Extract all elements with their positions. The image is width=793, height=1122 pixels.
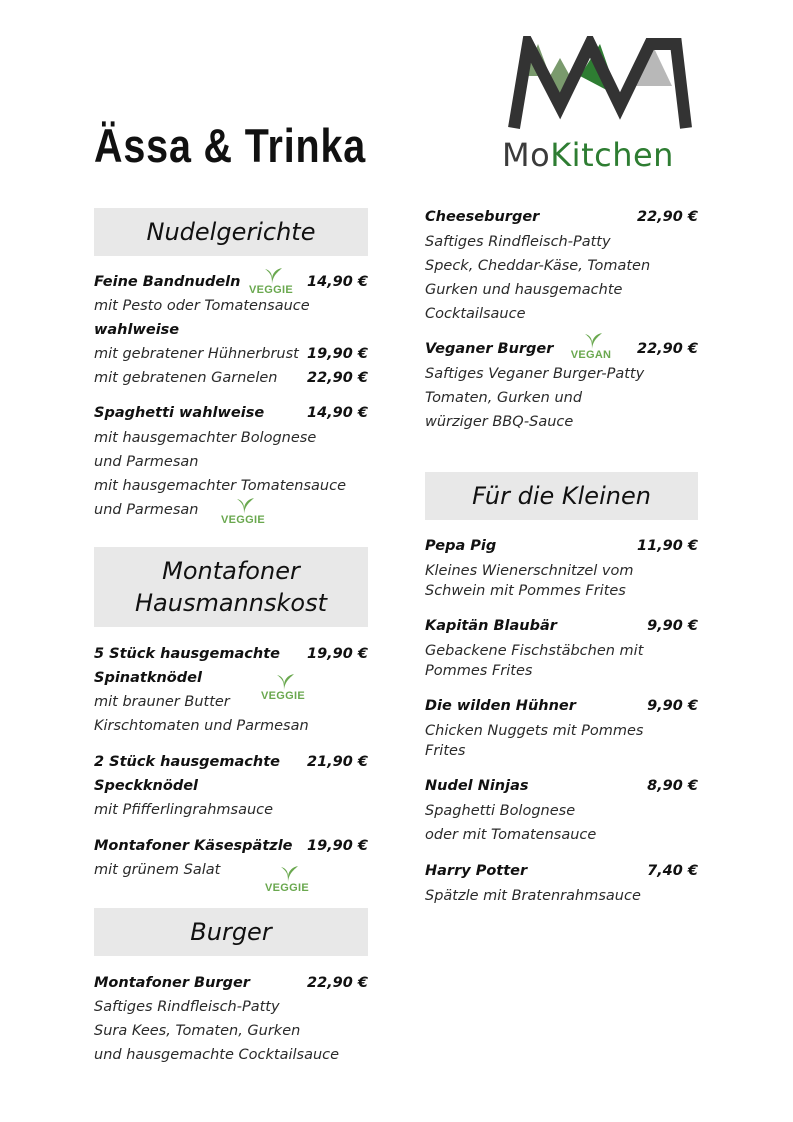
item-description: Kleines Wienerschnitzel vom	[425, 563, 634, 579]
logo-text-mo: Mo	[502, 136, 551, 174]
item-description: Kirschtomaten und Parmesan	[94, 718, 309, 734]
item-description: Saftiges Veganer Burger-Patty	[425, 366, 645, 382]
section-burger-heading: Burger	[94, 908, 368, 956]
item-price: 22,90 €	[636, 209, 698, 225]
section-kinder-heading: Für die Kleinen	[425, 472, 698, 520]
veggie-badge	[216, 496, 270, 530]
mokitchen-logo	[500, 36, 700, 176]
option-price: 19,90 €	[306, 346, 368, 362]
item-name: Kapitän Blaubär	[425, 618, 557, 634]
item-name: Speckknödel	[94, 778, 199, 794]
item-description: Frites	[425, 743, 466, 759]
item-name: Montafoner Burger	[94, 975, 250, 991]
option-description: mit gebratener Hühnerbrust	[94, 346, 299, 362]
vegan-badge	[564, 331, 618, 365]
item-description: Saftiges Rindfleisch-Patty	[425, 234, 611, 250]
item-description: Tomaten, Gurken und	[425, 390, 583, 406]
item-description: Spaghetti Bolognese	[425, 803, 576, 819]
item-description: Sura Kees, Tomaten, Gurken	[94, 1023, 301, 1039]
item-name: Die wilden Hühner	[425, 698, 576, 714]
page-title: Ässa & Trinka	[94, 119, 367, 172]
item-description: und Parmesan	[94, 502, 199, 518]
section-hausmannskost-heading	[94, 547, 368, 627]
item-name: Veganer Burger	[425, 341, 554, 357]
item-description: mit hausgemachter Bolognese	[94, 430, 317, 446]
item-description: Schwein mit Pommes Frites	[425, 583, 626, 599]
item-price: 8,90 €	[647, 778, 698, 794]
item-name: Spinatknödel	[94, 670, 202, 686]
veggie-badge	[260, 864, 314, 898]
item-description: mit hausgemachter Tomatensauce	[94, 478, 347, 494]
item-name: Cheeseburger	[425, 209, 540, 225]
item-name: Nudel Ninjas	[425, 778, 529, 794]
item-description: Saftiges Rindfleisch-Patty	[94, 999, 280, 1015]
item-name: Spaghetti wahlweise	[94, 405, 265, 421]
vegan-label: VEGAN	[570, 349, 612, 361]
item-price: 14,90 €	[306, 274, 368, 290]
veggie-label: VEGGIE	[261, 690, 305, 702]
item-price: 19,90 €	[306, 646, 368, 662]
item-description: Chicken Nuggets mit Pommes	[425, 723, 644, 739]
item-name: Pepa Pig	[425, 538, 497, 554]
item-description: Gurken und hausgemachte	[425, 282, 623, 298]
item-price: 22,90 €	[636, 341, 698, 357]
item-price: 22,90 €	[306, 975, 368, 991]
option-label: wahlweise	[94, 322, 180, 338]
item-description: oder mit Tomatensauce	[425, 827, 597, 843]
leaf-icon	[261, 266, 283, 284]
item-price: 14,90 €	[306, 405, 368, 421]
item-price: 9,90 €	[647, 698, 698, 714]
logo-mark-icon	[500, 36, 700, 136]
leaf-icon	[277, 864, 299, 882]
item-description: Gebackene Fischstäbchen mit	[425, 643, 644, 659]
option-price: 22,90 €	[306, 370, 368, 386]
item-description: mit Pesto oder Tomatensauce	[94, 298, 310, 314]
item-name: 2 Stück hausgemachte	[94, 754, 280, 770]
veggie-badge	[244, 266, 298, 300]
item-name: Harry Potter	[425, 863, 528, 879]
item-description: mit Pfifferlingrahmsauce	[94, 802, 274, 818]
option-description: mit gebratenen Garnelen	[94, 370, 278, 386]
item-price: 9,90 €	[647, 618, 698, 634]
item-name: Montafoner Käsespätzle	[94, 838, 293, 854]
leaf-icon	[233, 496, 255, 514]
veggie-badge	[256, 672, 310, 706]
item-description: würziger BBQ-Sauce	[425, 414, 574, 430]
item-description: Spätzle mit Bratenrahmsauce	[425, 888, 641, 904]
section-nudelgerichte-heading: Nudelgerichte	[94, 208, 368, 256]
item-description: Cocktailsauce	[425, 306, 526, 322]
logo-text-kitchen: Kitchen	[550, 136, 674, 174]
heading-line: Montafoner	[162, 557, 300, 585]
item-name: Feine Bandnudeln	[94, 274, 241, 290]
logo-text	[502, 136, 674, 174]
item-description: und Parmesan	[94, 454, 199, 470]
item-description: mit grünem Salat	[94, 862, 221, 878]
item-description: Pommes Frites	[425, 663, 533, 679]
item-description: Speck, Cheddar-Käse, Tomaten	[425, 258, 651, 274]
item-description: und hausgemachte Cocktailsauce	[94, 1047, 340, 1063]
veggie-label: VEGGIE	[221, 514, 265, 526]
item-name: 5 Stück hausgemachte	[94, 646, 280, 662]
veggie-label: VEGGIE	[249, 284, 293, 296]
item-description: mit brauner Butter	[94, 694, 230, 710]
item-price: 11,90 €	[636, 538, 698, 554]
item-price: 7,40 €	[647, 863, 698, 879]
leaf-icon	[273, 672, 295, 690]
item-price: 19,90 €	[306, 838, 368, 854]
leaf-icon	[581, 331, 603, 349]
heading-line: Hausmannskost	[135, 589, 327, 617]
veggie-label: VEGGIE	[265, 882, 309, 894]
item-price: 21,90 €	[306, 754, 368, 770]
